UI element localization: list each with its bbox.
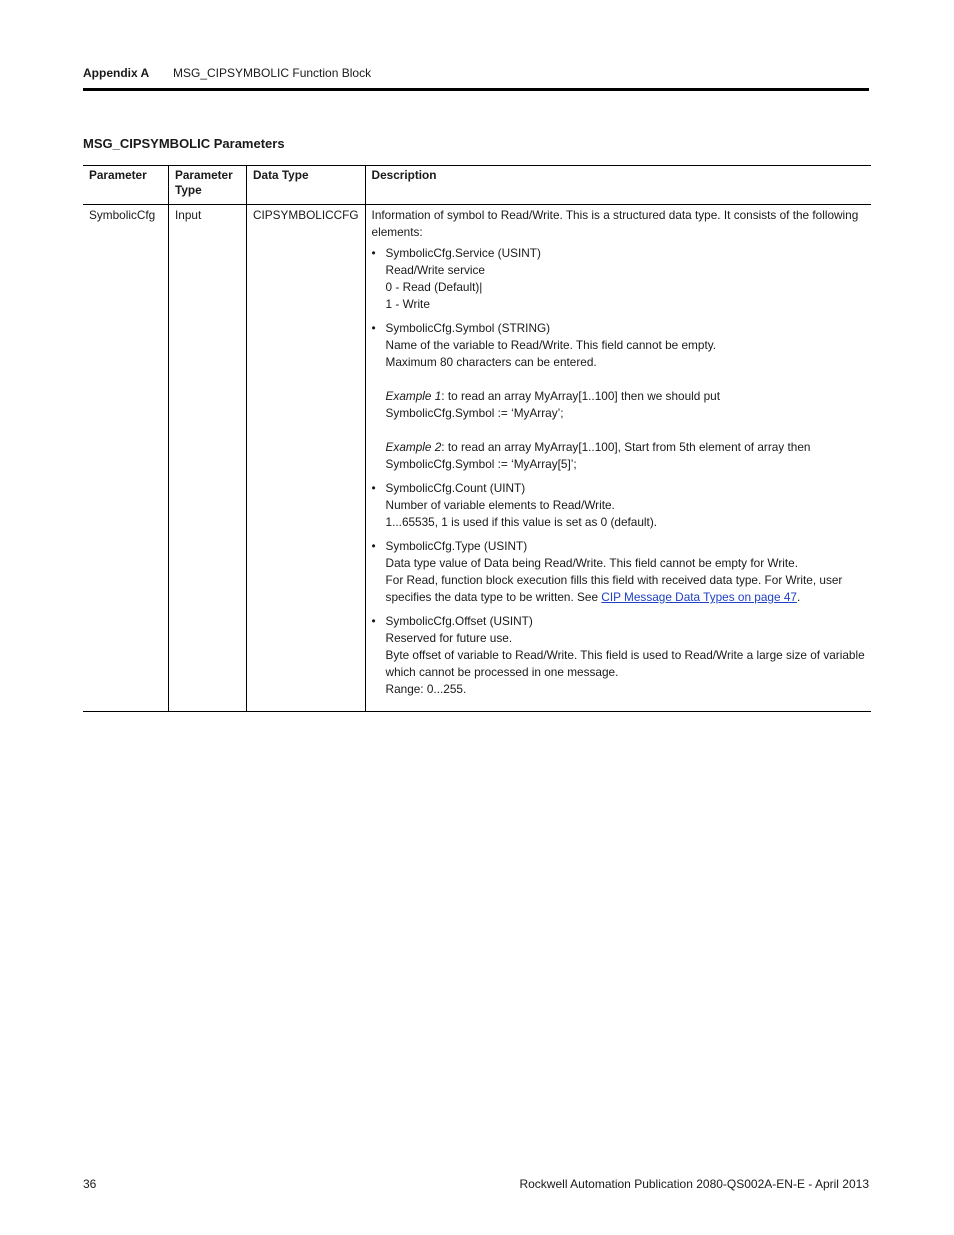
cell-parameter-type: Input xyxy=(169,205,247,712)
cell-data-type: CIPSYMBOLICCFG xyxy=(247,205,366,712)
example-2-label: Example 2 xyxy=(385,440,442,454)
list-item-count xyxy=(372,480,865,531)
header-rule xyxy=(83,88,869,91)
type-line-prefix: specifies the data type to be written. See xyxy=(385,590,602,604)
bullet-icon: • xyxy=(371,614,376,628)
description-intro: Information of symbol to Read/Write. This is a structured data type. It consists of the following elements: xyxy=(371,208,859,239)
symbol-line: Maximum 80 characters can be entered. xyxy=(385,355,597,369)
example-1-code: SymbolicCfg.Symbol := ‘MyArray’; xyxy=(385,406,564,420)
type-title: SymbolicCfg.Type (USINT) xyxy=(385,539,528,553)
table-row xyxy=(83,205,871,712)
offset-line: which cannot be processed in one message. xyxy=(385,665,619,679)
service-line: Read/Write service xyxy=(385,263,485,277)
element-list xyxy=(372,245,865,698)
symbol-title: SymbolicCfg.Symbol (STRING) xyxy=(385,321,551,335)
bullet-icon: • xyxy=(371,481,376,495)
count-line: Number of variable elements to Read/Write. xyxy=(385,498,615,512)
column-header-description: Description xyxy=(365,166,871,205)
service-line: 0 - Read (Default)| xyxy=(385,280,483,294)
example-1-text: : to read an array MyArray[1..100] then we should put xyxy=(441,389,720,403)
service-title: SymbolicCfg.Service (USINT) xyxy=(385,246,541,260)
example-2 xyxy=(386,439,865,456)
offset-line: Range: 0...255. xyxy=(385,682,467,696)
publication-info: Rockwell Automation Publication 2080-QS002A-EN-E - April 2013 xyxy=(519,1177,869,1191)
offset-line: Byte offset of variable to Read/Write. This field is used to Read/Write a large size of variable xyxy=(385,648,865,662)
table-header-row xyxy=(83,166,871,205)
type-line: Data type value of Data being Read/Write. This field cannot be empty for Write. xyxy=(385,556,798,570)
bullet-icon: • xyxy=(371,539,376,553)
count-line: 1...65535, 1 is used if this value is set as 0 (default). xyxy=(385,515,658,529)
cell-parameter: SymbolicCfg xyxy=(83,205,169,712)
offset-line: Reserved for future use. xyxy=(385,631,513,645)
appendix-label: Appendix A xyxy=(83,66,150,80)
spacer xyxy=(386,371,865,388)
list-item-service xyxy=(372,245,865,313)
list-item-symbol xyxy=(372,320,865,473)
count-title: SymbolicCfg.Count (UINT) xyxy=(385,481,526,495)
spacer xyxy=(386,422,865,439)
header-title: MSG_CIPSYMBOLIC Function Block xyxy=(173,66,372,80)
list-item-type xyxy=(372,538,865,606)
list-item-offset xyxy=(372,613,865,698)
example-1 xyxy=(386,388,865,405)
cip-data-types-link[interactable]: CIP Message Data Types on page 47 xyxy=(601,590,797,604)
cell-description xyxy=(365,205,871,712)
column-header-data-type: Data Type xyxy=(247,166,366,205)
example-2-code: SymbolicCfg.Symbol := ‘MyArray[5]’; xyxy=(385,457,577,471)
symbol-line: Name of the variable to Read/Write. This field cannot be empty. xyxy=(385,338,717,352)
type-line xyxy=(386,589,865,606)
column-header-parameter: Parameter xyxy=(83,166,169,205)
bullet-icon: • xyxy=(371,246,376,260)
bullet-icon: • xyxy=(371,321,376,335)
type-line-suffix: . xyxy=(796,590,801,604)
section-title: MSG_CIPSYMBOLIC Parameters xyxy=(83,136,285,151)
type-line: For Read, function block execution fills this field with received data type. For Write, user xyxy=(385,573,843,587)
parameters-table xyxy=(83,165,871,712)
service-line: 1 - Write xyxy=(385,297,430,311)
example-2-text: : to read an array MyArray[1..100], Start from 5th element of array then xyxy=(441,440,811,454)
example-1-label: Example 1 xyxy=(385,389,442,403)
column-header-parameter-type: Parameter Type xyxy=(169,166,247,205)
offset-title: SymbolicCfg.Offset (USINT) xyxy=(385,614,533,628)
page-number: 36 xyxy=(83,1177,97,1191)
